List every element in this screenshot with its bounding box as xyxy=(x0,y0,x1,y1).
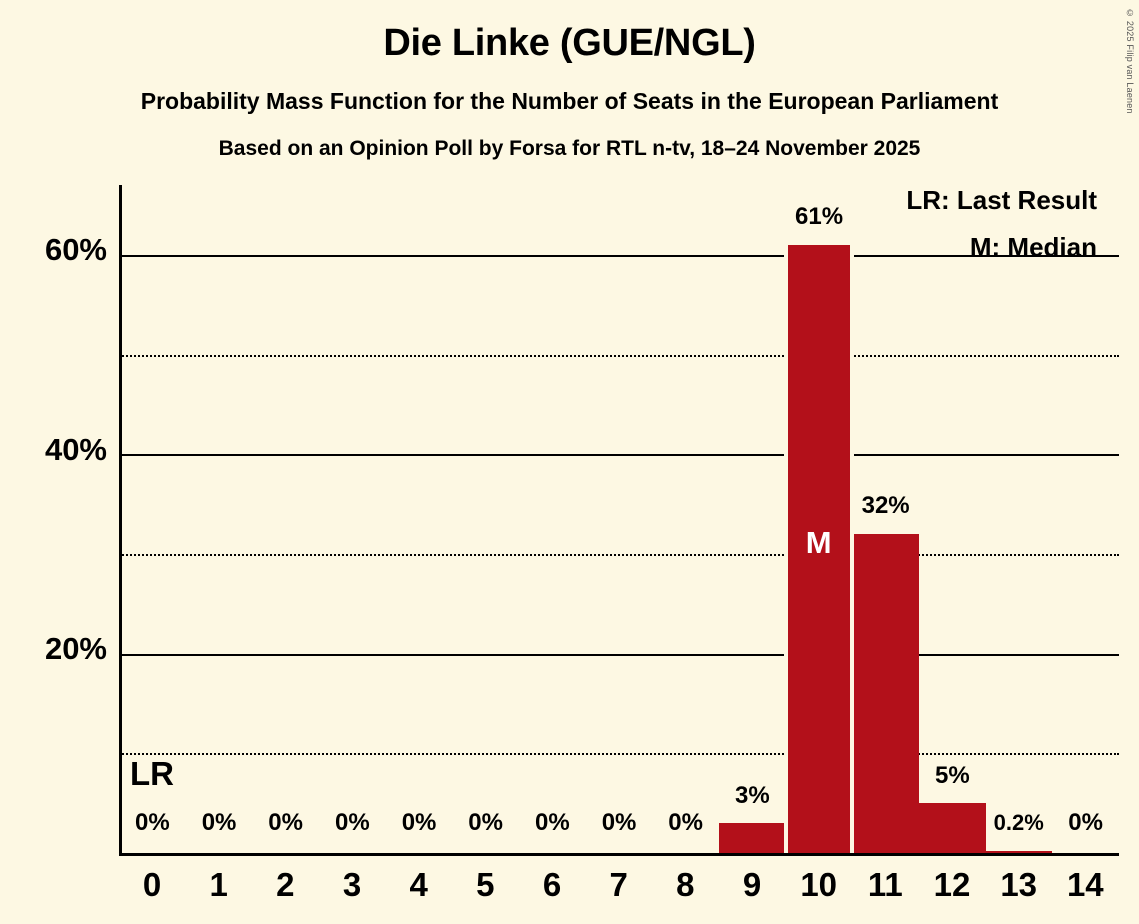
gridline-30 xyxy=(119,554,1119,556)
y-tick-label-40: 40% xyxy=(44,432,107,467)
bar-label-seat-12: 5% xyxy=(935,762,970,789)
bar-label-seat-2: 0% xyxy=(268,809,303,836)
gridline-50 xyxy=(119,355,1119,357)
legend-last-result: LR: Last Result xyxy=(906,185,1097,215)
plot-area xyxy=(119,185,1119,853)
bar-label-seat-1: 0% xyxy=(201,809,237,836)
bar-label-seat-8: 0% xyxy=(668,809,703,836)
bar-seat-12[interactable] xyxy=(919,803,986,853)
bar-label-seat-11: 32% xyxy=(861,492,910,519)
x-tick-label-4: 4 xyxy=(409,866,428,903)
bar-label-seat-7: 0% xyxy=(601,809,637,836)
gridline-10 xyxy=(119,753,1119,755)
bar-label-seat-9: 3% xyxy=(735,782,770,809)
gridline-40 xyxy=(119,454,1119,456)
y-tick-label-60: 60% xyxy=(44,232,107,267)
x-tick-label-2: 2 xyxy=(276,866,295,903)
chart-subtitle-source: Based on an Opinion Poll by Forsa for RTL n-tv, 18–24 November 2025 xyxy=(218,137,921,160)
legend-median: M: Median xyxy=(969,232,1097,262)
x-tick-label-5: 5 xyxy=(476,866,495,903)
x-tick-label-7: 7 xyxy=(609,866,628,903)
x-tick-label-11: 11 xyxy=(867,866,903,903)
bar-seat-9[interactable] xyxy=(719,823,786,853)
x-tick-label-6: 6 xyxy=(542,866,562,903)
x-tick-label-8: 8 xyxy=(676,866,695,903)
x-tick-label-14: 14 xyxy=(1066,866,1104,903)
bar-seat-11[interactable] xyxy=(852,534,919,853)
bar-label-seat-4: 0% xyxy=(401,809,437,836)
bar-label-seat-3: 0% xyxy=(335,809,370,836)
x-tick-label-0: 0 xyxy=(142,866,162,903)
x-tick-label-12: 12 xyxy=(933,866,971,903)
y-axis xyxy=(119,185,122,855)
last-result-marker: LR xyxy=(130,755,174,792)
gridline-20 xyxy=(119,654,1119,656)
bar-label-seat-0: 0% xyxy=(135,809,170,836)
bar-label-seat-14: 0% xyxy=(1068,809,1103,836)
bar-label-seat-6: 0% xyxy=(535,809,570,836)
x-tick-label-3: 3 xyxy=(342,866,362,903)
x-tick-label-9: 9 xyxy=(742,866,762,903)
bar-label-seat-5: 0% xyxy=(468,809,503,836)
chart-subtitle-primary: Probability Mass Function for the Number of Seats in the European Parliament xyxy=(140,88,999,114)
median-marker: M xyxy=(805,525,832,560)
chart-title: Die Linke (GUE/NGL) xyxy=(383,22,756,64)
x-tick-label-13: 13 xyxy=(1000,866,1038,903)
y-tick-label-20: 20% xyxy=(44,631,107,666)
copyright-notice: © 2025 Filip van Laenen xyxy=(1125,8,1135,114)
x-tick-label-10: 10 xyxy=(800,866,838,903)
bar-label-seat-13: 0.2% xyxy=(993,810,1044,835)
x-tick-label-1: 1 xyxy=(209,866,228,903)
bar-label-seat-10: 61% xyxy=(795,203,844,230)
x-axis xyxy=(119,853,1119,856)
